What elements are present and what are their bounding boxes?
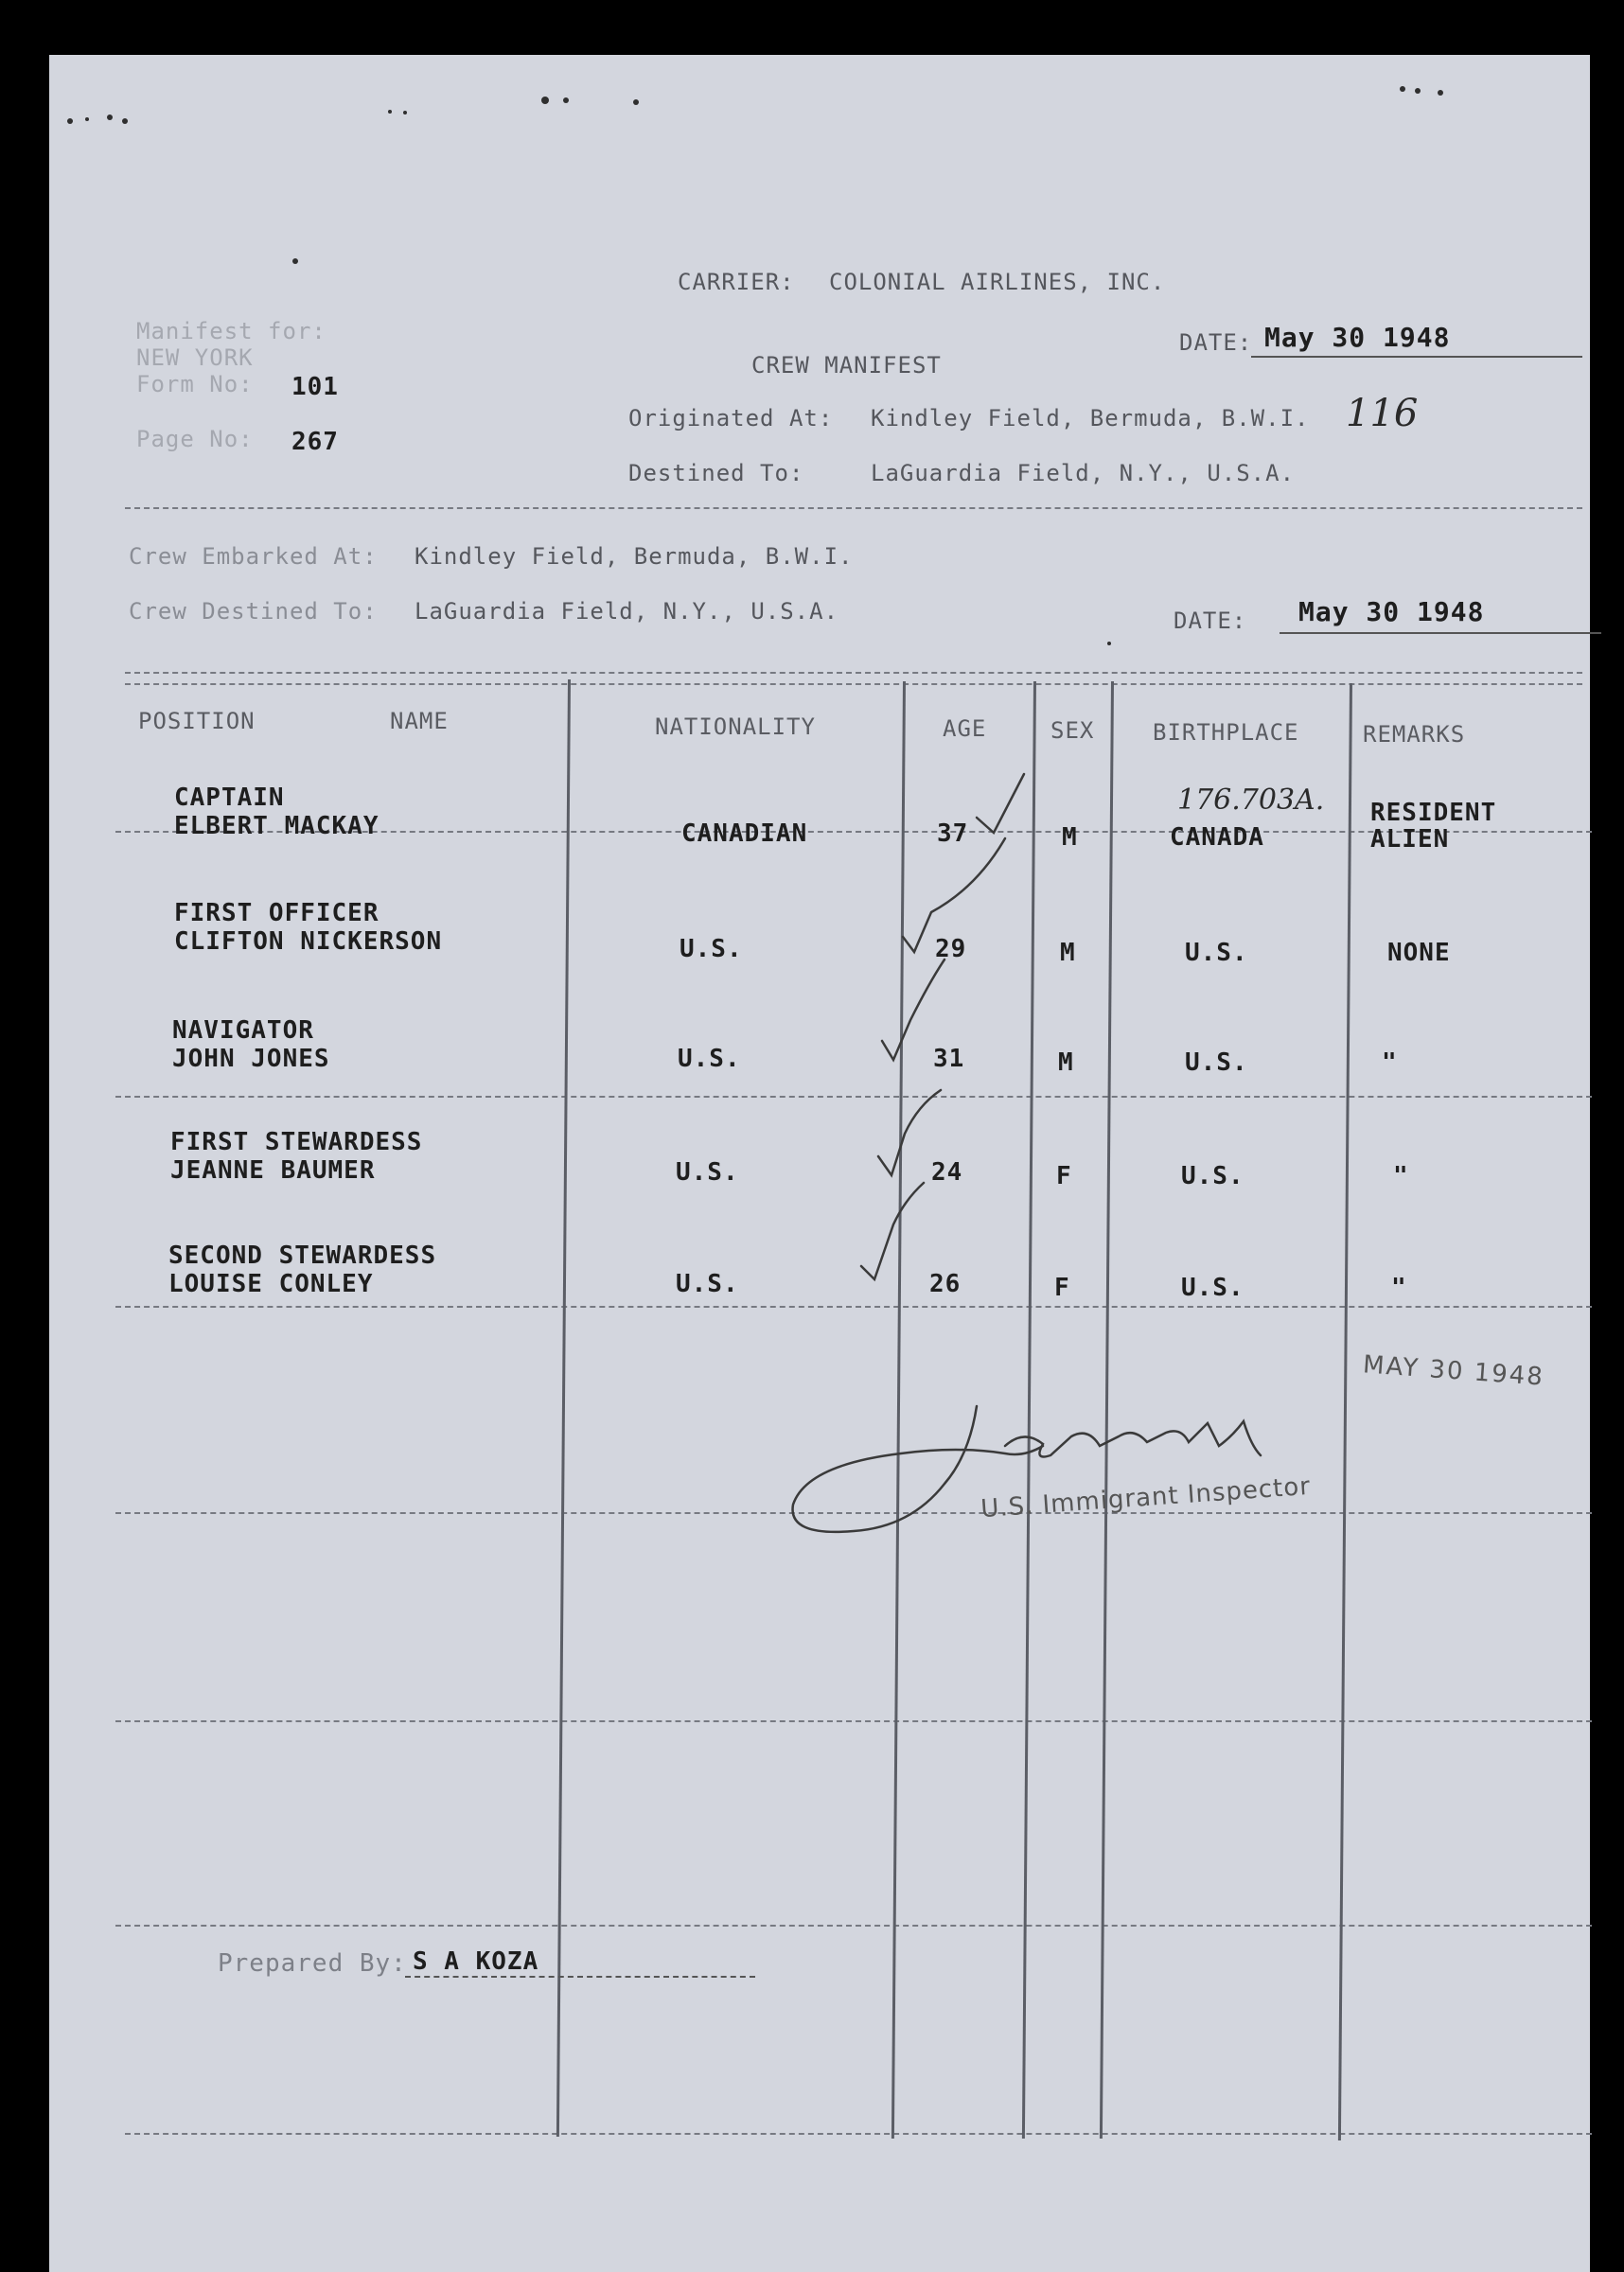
col-header-nationality: NATIONALITY	[655, 713, 816, 740]
crew-age: 37	[937, 819, 969, 848]
stamp-date: MAY 30 1948	[1362, 1350, 1545, 1392]
handwriting-overlay	[49, 55, 1590, 2272]
page-number: 267	[291, 428, 339, 456]
manifest-for-value: NEW YORK	[136, 344, 254, 371]
prepared-by-label: Prepared By:	[218, 1949, 407, 1978]
check-mark	[882, 960, 944, 1060]
crew-position: CAPTAIN	[174, 784, 285, 812]
crew-birthplace: U.S.	[1181, 1274, 1244, 1302]
form-number: 101	[291, 373, 339, 401]
stamp-title: U.S. Immigrant Inspector	[980, 1471, 1312, 1524]
crew-birthplace: CANADA	[1170, 823, 1264, 852]
crew-name: ELBERT MACKAY	[174, 812, 380, 840]
crew-nationality: U.S.	[680, 935, 743, 963]
check-mark	[878, 1090, 941, 1175]
crew-destined-label: Crew Destined To:	[129, 598, 378, 625]
col-header-age: AGE	[943, 715, 987, 742]
crew-position: FIRST OFFICER	[174, 899, 380, 927]
crew-embarked-label: Crew Embarked At:	[129, 543, 378, 570]
crew-sex: M	[1060, 939, 1076, 967]
col-header-sex: SEX	[1050, 717, 1095, 744]
crew-position: SECOND STEWARDESS	[168, 1242, 437, 1270]
manifest-title: CREW MANIFEST	[751, 352, 942, 379]
crew-remarks: "	[1393, 1162, 1409, 1190]
crew-name: JEANNE BAUMER	[170, 1156, 376, 1185]
destined-label: Destined To:	[628, 460, 804, 486]
check-mark	[903, 838, 1005, 952]
crew-birthplace: U.S.	[1181, 1162, 1244, 1190]
col-header-remarks: REMARKS	[1363, 721, 1466, 748]
crew-date-label: DATE:	[1174, 608, 1247, 634]
crew-nationality: U.S.	[676, 1158, 739, 1187]
form-label: Form No:	[136, 371, 254, 397]
crew-age: 24	[931, 1158, 963, 1187]
crew-name: LOUISE CONLEY	[168, 1270, 374, 1298]
originated-label: Originated At:	[628, 405, 834, 432]
crew-remarks: "	[1391, 1274, 1407, 1302]
carrier-label: CARRIER:	[678, 269, 795, 295]
crew-name: JOHN JONES	[172, 1045, 330, 1073]
prepared-by-value: S A KOZA	[413, 1947, 539, 1976]
crew-date-value: May 30 1948	[1298, 596, 1485, 627]
crew-position: NAVIGATOR	[172, 1016, 314, 1045]
date-value: May 30 1948	[1264, 322, 1451, 353]
crew-nationality: U.S.	[676, 1270, 739, 1298]
carrier-name: COLONIAL AIRLINES, INC.	[829, 269, 1166, 295]
crew-birthplace: U.S.	[1185, 1048, 1248, 1077]
crew-age: 31	[933, 1045, 965, 1073]
crew-sex: F	[1054, 1274, 1070, 1302]
crew-nationality: CANADIAN	[681, 819, 808, 848]
check-mark	[861, 1183, 924, 1279]
date-label: DATE:	[1179, 329, 1253, 356]
crew-birthplace: U.S.	[1185, 939, 1248, 967]
page-label: Page No:	[136, 426, 254, 452]
originated-value: Kindley Field, Bermuda, B.W.I.	[871, 405, 1310, 432]
crew-remarks: RESIDENT	[1370, 799, 1497, 827]
crew-destined-value: LaGuardia Field, N.Y., U.S.A.	[415, 598, 839, 625]
crew-position: FIRST STEWARDESS	[170, 1128, 423, 1156]
col-header-birthplace: BIRTHPLACE	[1153, 719, 1299, 746]
crew-sex: M	[1058, 1048, 1074, 1077]
destined-value: LaGuardia Field, N.Y., U.S.A.	[871, 460, 1296, 486]
crew-age: 29	[935, 935, 967, 963]
crew-sex: F	[1056, 1162, 1072, 1190]
crew-name: CLIFTON NICKERSON	[174, 927, 443, 956]
crew-embarked-value: Kindley Field, Bermuda, B.W.I.	[415, 543, 854, 570]
col-header-position: POSITION	[138, 708, 256, 734]
manifest-page	[49, 55, 1590, 2272]
signature	[793, 1406, 1261, 1532]
crew-sex: M	[1062, 823, 1078, 852]
check-mark	[977, 774, 1024, 833]
crew-nationality: U.S.	[678, 1045, 741, 1073]
handwritten-note: 176.703A.	[1177, 784, 1325, 817]
col-header-name: NAME	[390, 708, 449, 734]
crew-age: 26	[929, 1270, 962, 1298]
crew-remarks-line2: ALIEN	[1370, 825, 1450, 854]
manifest-for-label: Manifest for:	[136, 318, 327, 344]
flight-number: 116	[1346, 392, 1419, 435]
crew-remarks: "	[1382, 1048, 1398, 1077]
crew-remarks: NONE	[1387, 939, 1451, 967]
